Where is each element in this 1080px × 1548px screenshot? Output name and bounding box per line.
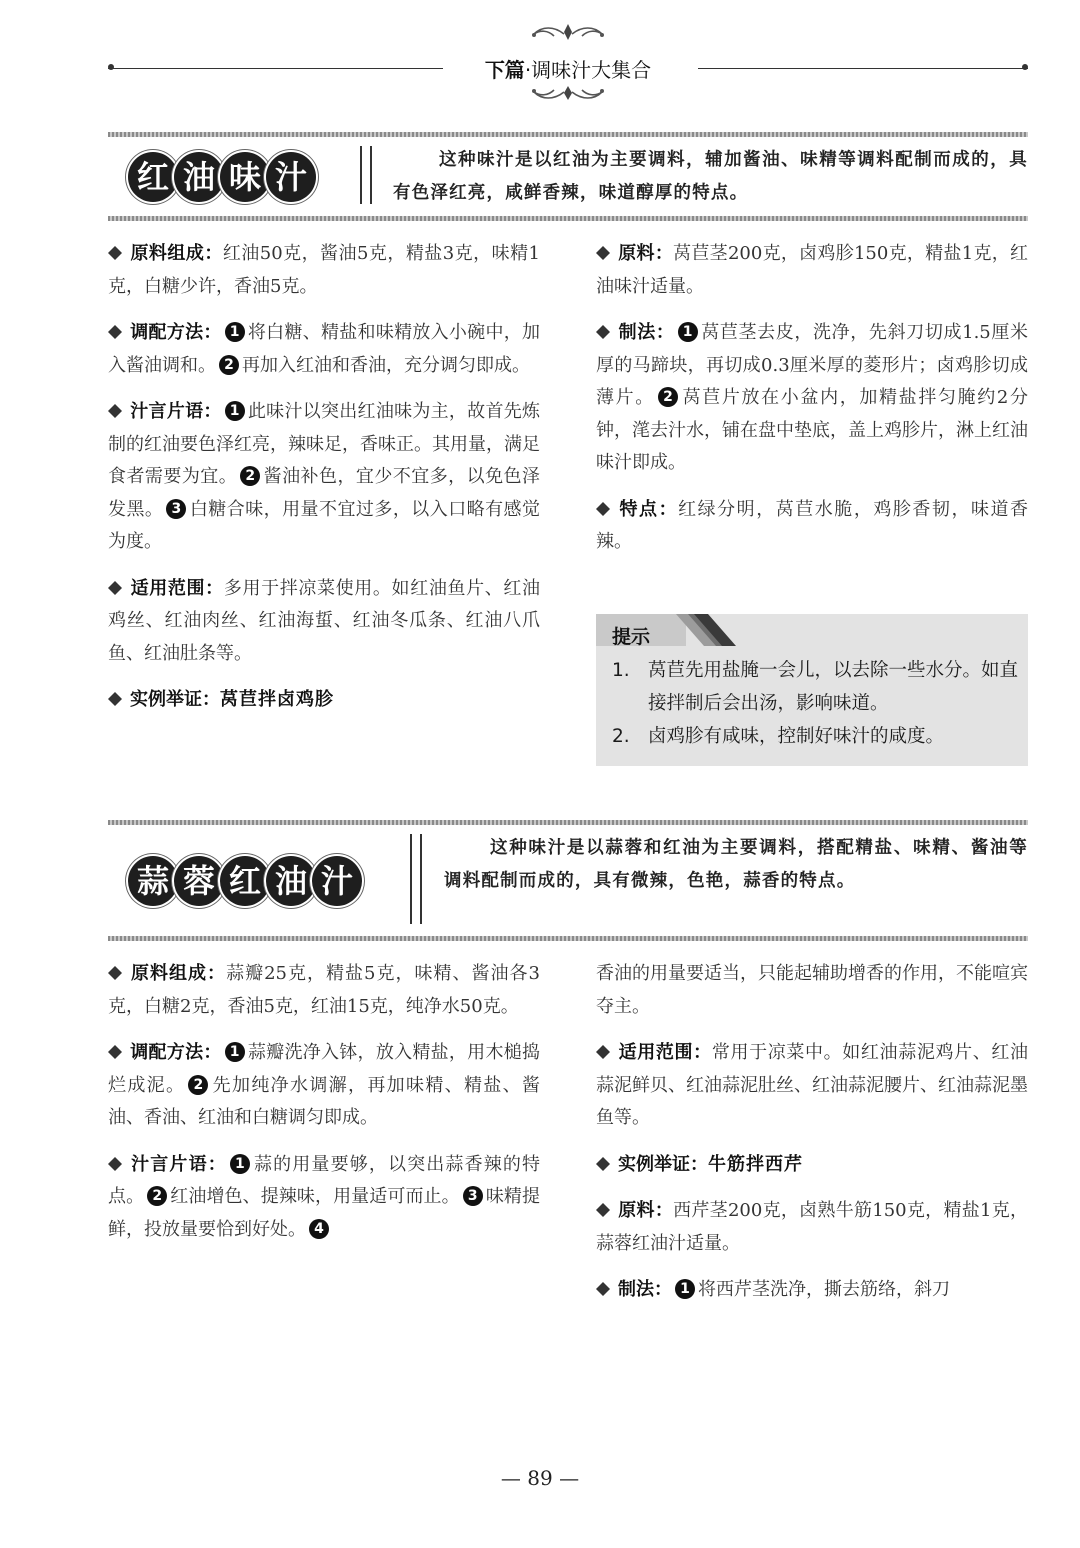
section1-method: 调配方法： 1 将白糖、精盐和味精放入小碗中，加入酱油调和。 2 再加入红油和香油，充分调匀即成。 — [108, 322, 541, 376]
band-rule-top — [108, 132, 1028, 137]
step-number: 3 — [166, 499, 186, 519]
header-dot-right — [1022, 64, 1028, 70]
title-char: 红 — [128, 152, 178, 202]
step-number: 1 — [225, 1042, 245, 1062]
step-number: 2 — [240, 466, 260, 486]
section1-title-band — [108, 132, 1028, 222]
running-header — [108, 18, 1028, 108]
band-divider — [410, 834, 422, 924]
diamond-bullet-icon — [596, 502, 610, 516]
title-char: 蒜 — [128, 856, 178, 906]
step-number: 1 — [225, 401, 245, 421]
step-number: 3 — [463, 1186, 483, 1206]
diamond-bullet-icon — [596, 325, 610, 339]
diamond-bullet-icon — [108, 246, 122, 260]
diamond-bullet-icon — [108, 692, 122, 706]
band-divider — [360, 146, 372, 204]
step-number: 2 — [219, 355, 239, 375]
tip-list — [612, 654, 1028, 753]
section2-example: 实例举证：牛筋拌西芹 — [596, 1149, 1028, 1182]
section1-right-column — [596, 238, 1028, 573]
section2-intro: 这种味汁是以蒜蓉和红油为主要调料，搭配精盐、味精、酱油等调料配制而成的，具有微辣，色艳，蒜香的特点。 — [444, 838, 1028, 891]
section1-recipe-method: 制法： 1 莴苣茎去皮，洗净，先斜刀切成1.5厘米厚的马蹄块，再切成0.3厘米厚的菱形片；卤鸡胗切成薄片。 2 莴苣片放在小盆内，加精盐拌匀腌约2分钟，滗去汁水，铺在盘中垫底，盖上鸡胗片，淋上红油味汁即成。 — [596, 322, 1029, 473]
step-number: 1 — [230, 1154, 250, 1174]
header-book-title: 调味汁大集合 — [531, 58, 652, 82]
header-rule-right — [698, 68, 1028, 69]
diamond-bullet-icon — [108, 966, 122, 980]
diamond-bullet-icon — [596, 1045, 610, 1059]
title-char: 汁 — [266, 152, 316, 202]
header-part: 下篇 — [484, 58, 525, 82]
tip-title: 提示 — [612, 626, 651, 648]
band-rule-bottom — [108, 216, 1028, 221]
section2-left-column — [108, 958, 540, 1260]
section2-recipe-method: 制法： 1 将西芹茎洗净，撕去筋络，斜刀 — [596, 1274, 1028, 1307]
section2-notes-continued: 香油的用量要适当，只能起辅助增香的作用，不能喧宾夺主。 — [596, 963, 1028, 1017]
step-number: 2 — [188, 1075, 208, 1095]
band-rule-top — [108, 820, 1028, 825]
section2-usage: 适用范围：常用于凉菜中。如红油蒜泥鸡片、红油蒜泥鲜贝、红油蒜泥肚丝、红油蒜泥腰片、红油蒜泥墨鱼等。 — [596, 1042, 1029, 1128]
section2-title-badge — [128, 856, 358, 906]
section1-notes: 汁言片语： 1 此味汁以突出红油味为主，故首先炼制的红油要色泽红亮，辣味足，香味正。其用量，满足食者需要为宜。 2 酱油补色，宜少不宜多，以免色泽发黑。 3 白糖合味，用量不宜过多，以入口略有感觉为度。 — [108, 401, 541, 552]
section1-features: 特点：红绿分明，莴苣水脆，鸡胗香韧，味道香辣。 — [596, 498, 1029, 552]
section1-recipe-ingredients: 原料：莴苣茎200克，卤鸡胗150克，精盐1克，红油味汁适量。 — [596, 243, 1029, 297]
title-char: 味 — [220, 152, 270, 202]
section2-right-column — [596, 958, 1028, 1321]
title-char: 红 — [220, 856, 270, 906]
diamond-bullet-icon — [108, 325, 122, 339]
header-sep: · — [524, 58, 532, 82]
step-number: 1 — [225, 322, 245, 342]
tip-item: 1. 莴苣先用盐腌一会儿，以去除一些水分。如直接拌制后会出汤，影响味道。 — [612, 660, 1019, 714]
title-char: 油 — [174, 152, 224, 202]
page-number: — 89 — — [500, 1466, 580, 1490]
ornament-bottom-icon — [528, 80, 608, 106]
title-char: 汁 — [312, 856, 362, 906]
diamond-bullet-icon — [596, 1203, 610, 1217]
section2-title-band — [108, 820, 1028, 944]
section1-usage: 适用范围：多用于拌凉菜使用。如红油鱼片、红油鸡丝、红油肉丝、红油海蜇、红油冬瓜条、红油八爪鱼、红油肚条等。 — [108, 577, 541, 664]
section1-left-column — [108, 238, 540, 731]
title-char: 蓉 — [174, 856, 224, 906]
step-number: 1 — [678, 322, 698, 342]
title-char: 油 — [266, 856, 316, 906]
section2-notes: 汁言片语： 1 蒜的用量要够，以突出蒜香辣的特点。 2 红油增色、提辣味，用量适可而止。 3 味精提鲜，投放量要恰到好处。 4 — [108, 1153, 541, 1240]
ornament-top-icon — [528, 20, 608, 46]
diamond-bullet-icon — [596, 1157, 610, 1171]
diamond-bullet-icon — [108, 1045, 122, 1059]
step-number: 4 — [309, 1219, 329, 1239]
diamond-bullet-icon — [108, 1157, 122, 1171]
section2-recipe-ingredients: 原料：西芹茎200克，卤熟牛筋150克，精盐1克，蒜蓉红油汁适量。 — [596, 1200, 1029, 1254]
diamond-bullet-icon — [108, 404, 122, 418]
section1-intro: 这种味汁是以红油为主要调料，辅加酱油、味精等调料配制而成的，具有色泽红亮，咸鲜香辣，味道醇厚的特点。 — [393, 150, 1028, 203]
section2-method: 调配方法： 1 蒜瓣洗净入钵，放入精盐，用木槌捣烂成泥。 2 先加纯净水调澥，再加味精、精盐、酱油、香油、红油和白糖调匀即成。 — [108, 1042, 541, 1128]
tip-box — [596, 614, 1028, 766]
section2-ingredients: 原料组成：蒜瓣25克，精盐5克，味精、酱油各3克，白糖2克，香油5克，红油15克，纯净水50克。 — [108, 963, 541, 1017]
step-number: 2 — [147, 1186, 167, 1206]
section1-example: 实例举证：莴苣拌卤鸡胗 — [108, 684, 540, 717]
section1-ingredients: 原料组成：红油50克，酱油5克，精盐3克，味精1克，白糖少许，香油5克。 — [108, 243, 541, 297]
step-number: 1 — [675, 1279, 695, 1299]
diamond-bullet-icon — [596, 1282, 610, 1296]
band-rule-bottom — [108, 936, 1028, 941]
tip-item: 2. 卤鸡胗有咸味，控制好味汁的咸度。 — [612, 726, 945, 747]
step-number: 2 — [658, 387, 678, 407]
diamond-bullet-icon — [596, 246, 610, 260]
diamond-bullet-icon — [108, 581, 122, 595]
section1-title-badge — [128, 152, 312, 202]
